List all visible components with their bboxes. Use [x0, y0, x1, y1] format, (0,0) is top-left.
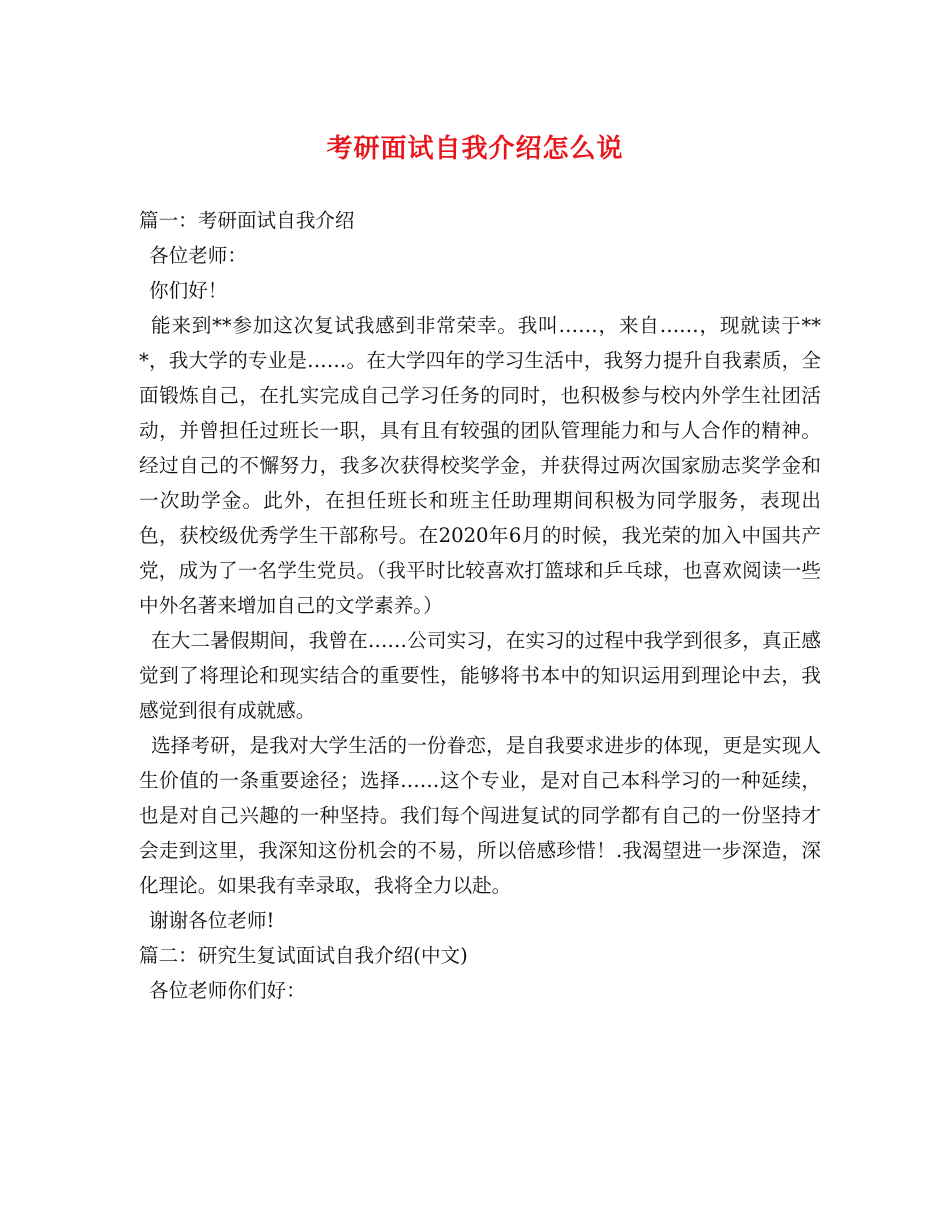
document-body [139, 203, 821, 1008]
salutation-2: 各位老师你们好： [149, 979, 306, 1002]
paragraph-internship: 在大二暑假期间，我曾在……公司实习，在实习的过程中我学到很多，真正感觉到了将理论和现实结合的重要性，能够将书本中的知识运用到理论中去，我感觉到很有成就感。 [139, 629, 821, 722]
document-title: 考研面试自我介绍怎么说 [326, 134, 624, 164]
section-heading-2: 篇二：研究生复试面试自我介绍(中文) [139, 944, 468, 967]
greeting: 你们好！ [149, 279, 228, 302]
salutation: 各位老师： [149, 244, 247, 267]
section-heading-1: 篇一：考研面试自我介绍 [139, 209, 355, 232]
paragraph-motivation: 选择考研，是我对大学生活的一份眷恋，是自我要求进步的体现，更是实现人生价值的一条重要途径；选择……这个专业，是对自己本科学习的一种延续，也是对自己兴趣的一种坚持。我们每个闯进复试的同学都有自己的一份坚持才会走到这里，我深知这份机会的不易，所以倍感珍惜！.我渴望进一步深造，深化理论。如果我有幸录取，我将全力以赴。 [139, 734, 821, 897]
closing-thanks: 谢谢各位老师! [149, 909, 275, 932]
paragraph-introduction: 能来到**参加这次复试我感到非常荣幸。我叫……，来自……，现就读于***，我大学的专业是……。在大学四年的学习生活中，我努力提升自我素质，全面锻炼自己，在扎实完成自己学习任务的同时，也积极参与校内外学生社团活动，并曾担任过班长一职，具有且有较强的团队管理能力和与人合作的精神。经过自己的不懈努力，我多次获得校奖学金，并获得过两次国家励志奖学金和一次助学金。此外，在担任班长和班主任助理期间积极为同学服务，表现出色，获校级优秀学生干部称号。在2020年6月的时候，我光荣的加入中国共产党，成为了一名学生党员。（我平时比较喜欢打篮球和乒乓球，也喜欢阅读一些中外名著来增加自己的文学素养。） [139, 314, 821, 617]
